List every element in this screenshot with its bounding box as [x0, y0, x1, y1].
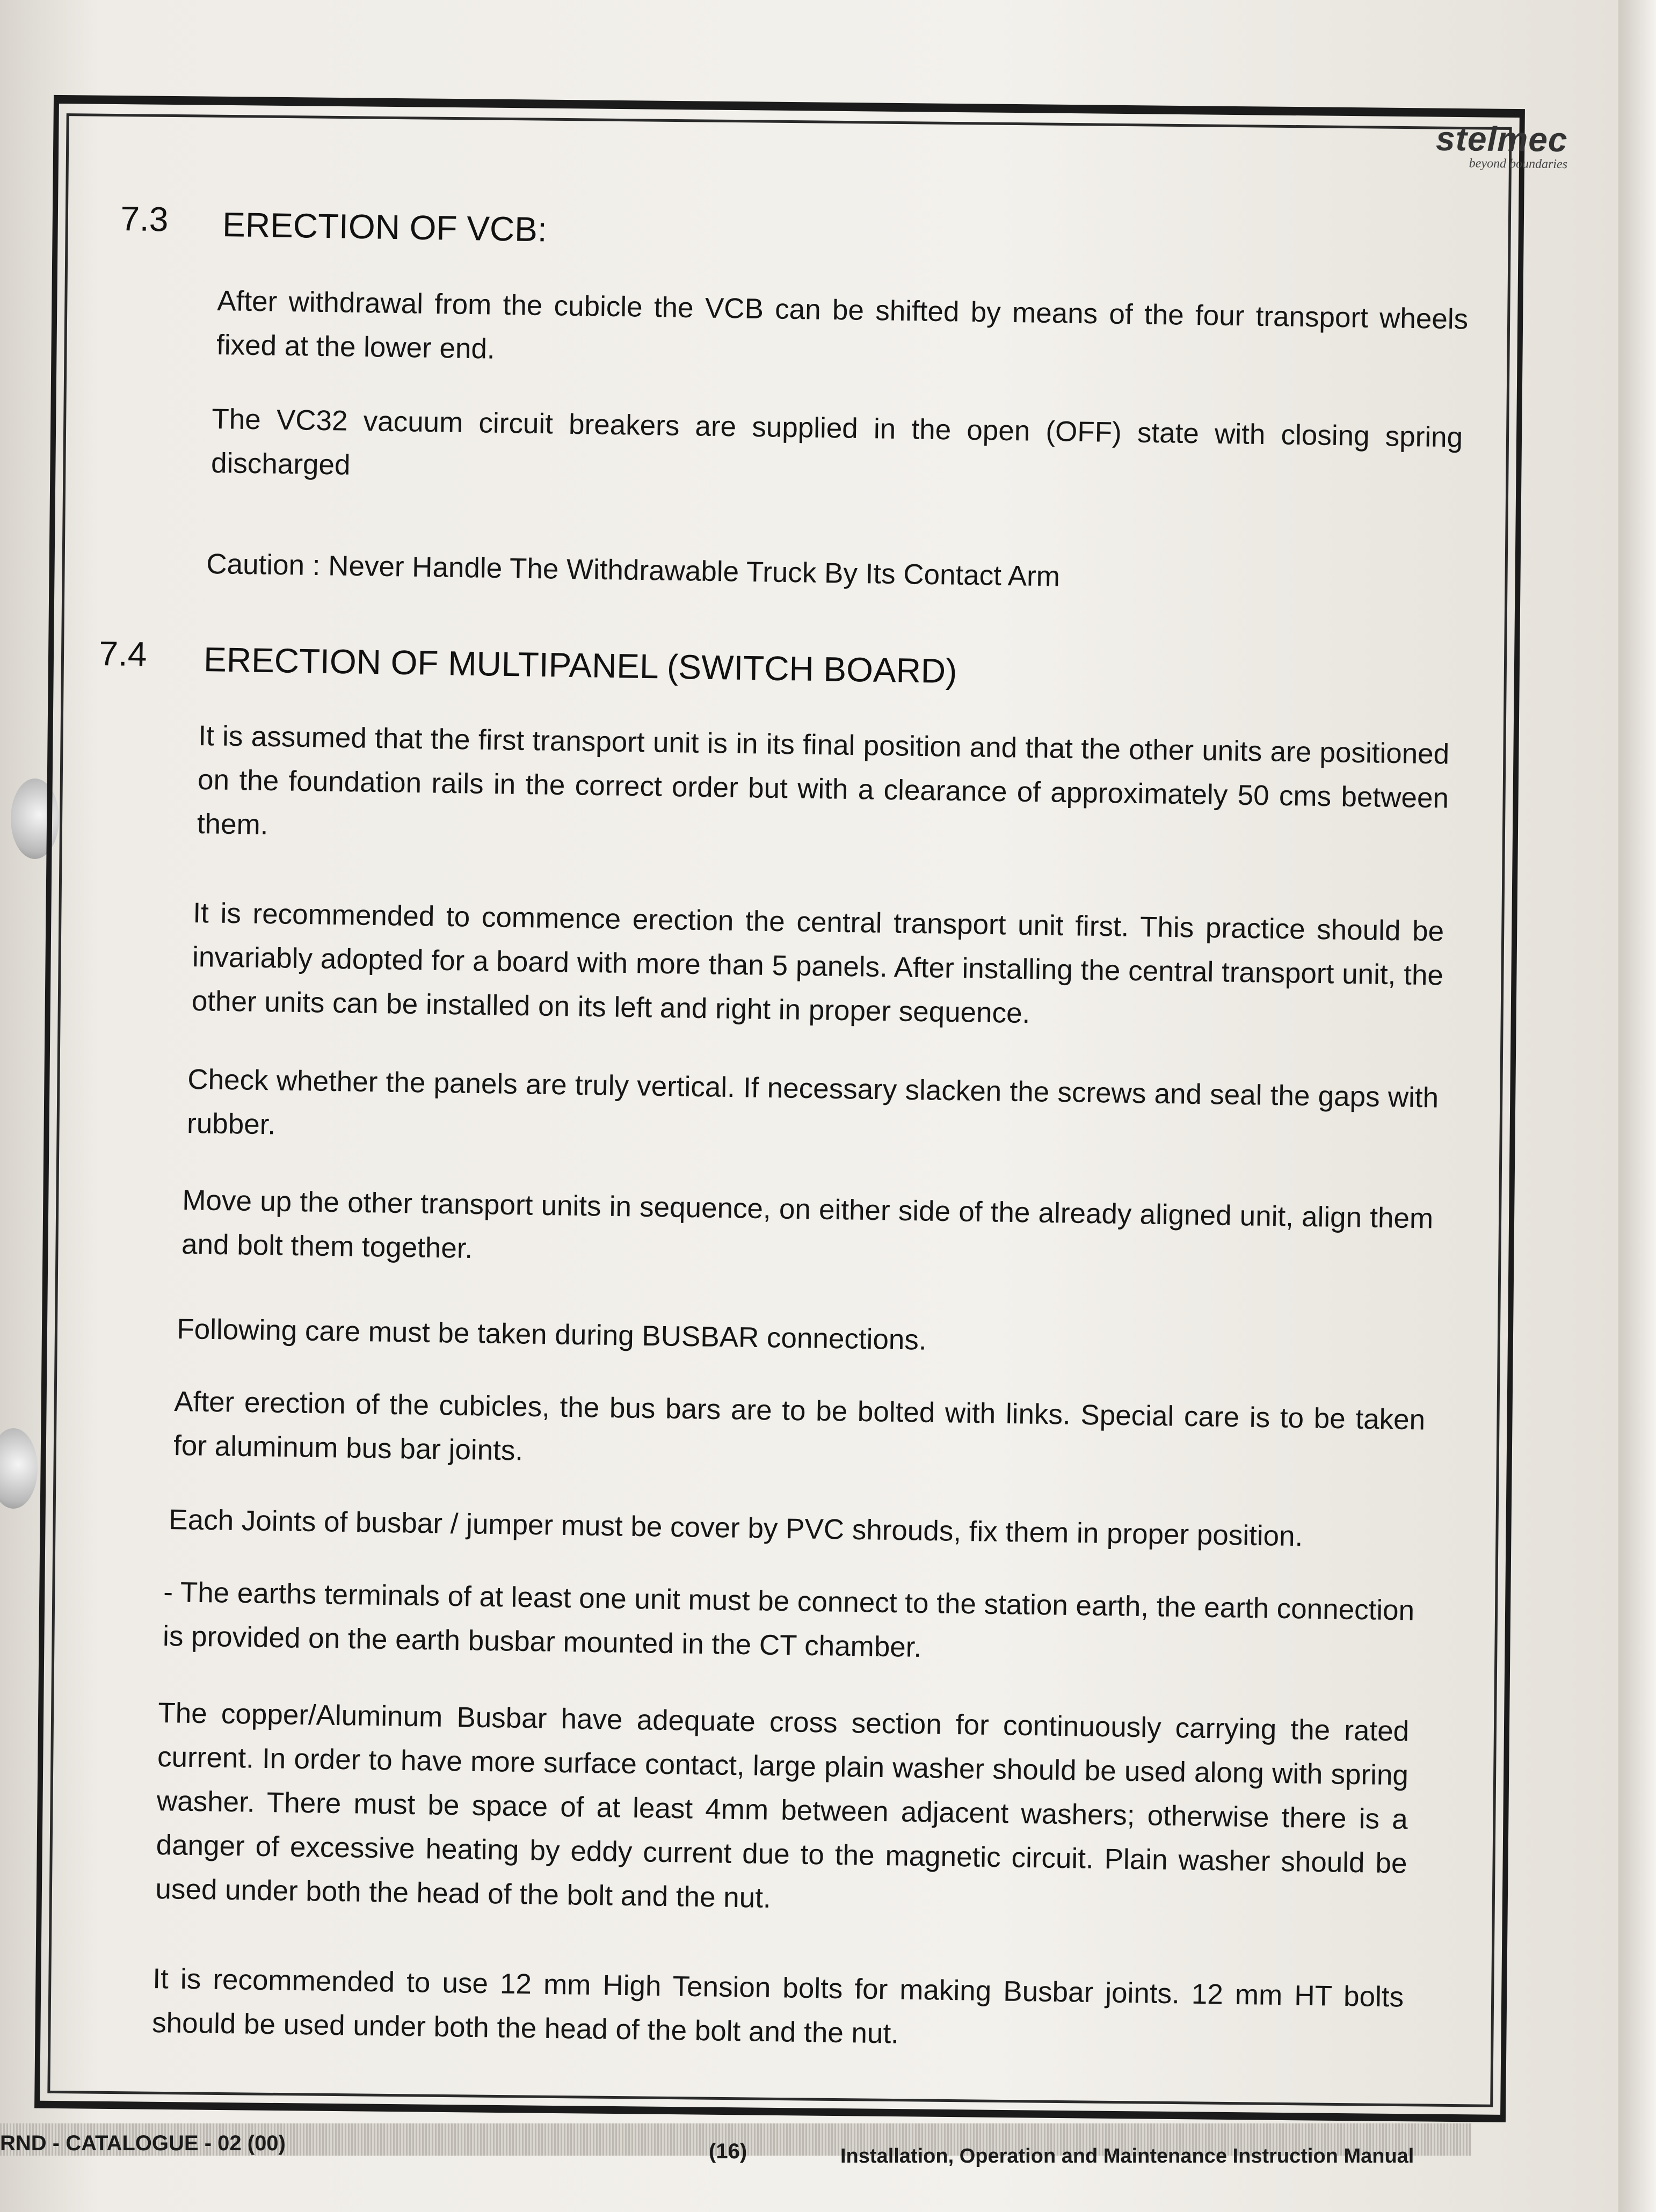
paragraph: Each Joints of busbar / jumper must be cover by PVC shrouds, fix them in proper position. [168, 1503, 1303, 1553]
footer-catalogue-ref: RND - CATALOGUE - 02 (00) [0, 2131, 286, 2155]
paragraph: - The earths terminals of at least one unit must be connect to the station earth, the earth connection is provided on the earth busbar mounted in the CT chamber. [162, 1576, 1415, 1663]
section-number: 7.4 [98, 634, 147, 674]
paragraph: The copper/Aluminum Busbar have adequate cross section for continuously carrying the rated current. In order to have more surface contact, large plain washer should be used along with spring washer. There must be space of at least 4mm between adjacent washers; otherwise there is a danger of excessive heating by eddy current due to the magnetic circuit. Plain washer should be used under both the head of the bolt and the nut. [155, 1697, 1410, 1914]
section-number: 7.3 [120, 199, 169, 239]
paragraph: After withdrawal from the cubicle the VCB can be shifted by means of the four transport wheels fixed at the lower end. [216, 285, 1469, 365]
paragraph: Check whether the panels are truly vertical. If necessary slacken the screws and seal the gaps with rubber. [186, 1063, 1439, 1141]
paragraph: After erection of the cubicles, the bus bars are to be bolted with links. Special care is to be taken for aluminum bus bar joints. [173, 1385, 1426, 1467]
section-title: ERECTION OF MULTIPANEL (SWITCH BOARD) [203, 640, 957, 691]
brand-tagline: beyond boundaries [1469, 156, 1567, 172]
paragraph: It is assumed that the first transport unit is in its final position and that the other units are positioned on the foundation rails in the correct order but with a clearance of approximately 50 cms between them. [197, 719, 1450, 841]
footer-page-number: (16) [709, 2140, 747, 2163]
footer-manual-title: Installation, Operation and Maintenance Instruction Manual [840, 2145, 1414, 2167]
paragraph: It is recommended to commence erection the central transport unit first. This practice should be invariably adopted for a board with more than 5 panels. After installing the central transport unit, the other units can be installed on its left and right in proper sequence. [191, 897, 1444, 1030]
brand-name: stelmec [1435, 119, 1568, 159]
paragraph: The VC32 vacuum circuit breakers are supplied in the open (OFF) state with closing spring discharged [210, 403, 1463, 481]
paragraph: Move up the other transport units in sequence, on either side of the already aligned unit, align them and bolt them together. [181, 1184, 1434, 1265]
paragraph: Following care must be taken during BUSBAR connections. [176, 1313, 927, 1356]
section-title: ERECTION OF VCB: [222, 205, 548, 249]
caution-note: Caution : Never Handle The Withdrawable Truck By Its Contact Arm [206, 548, 1061, 593]
paragraph: It is recommended to use 12 mm High Tension bolts for making Busbar joints. 12 mm HT bolts should be used under both the head of the bolt and the nut. [151, 1962, 1404, 2050]
